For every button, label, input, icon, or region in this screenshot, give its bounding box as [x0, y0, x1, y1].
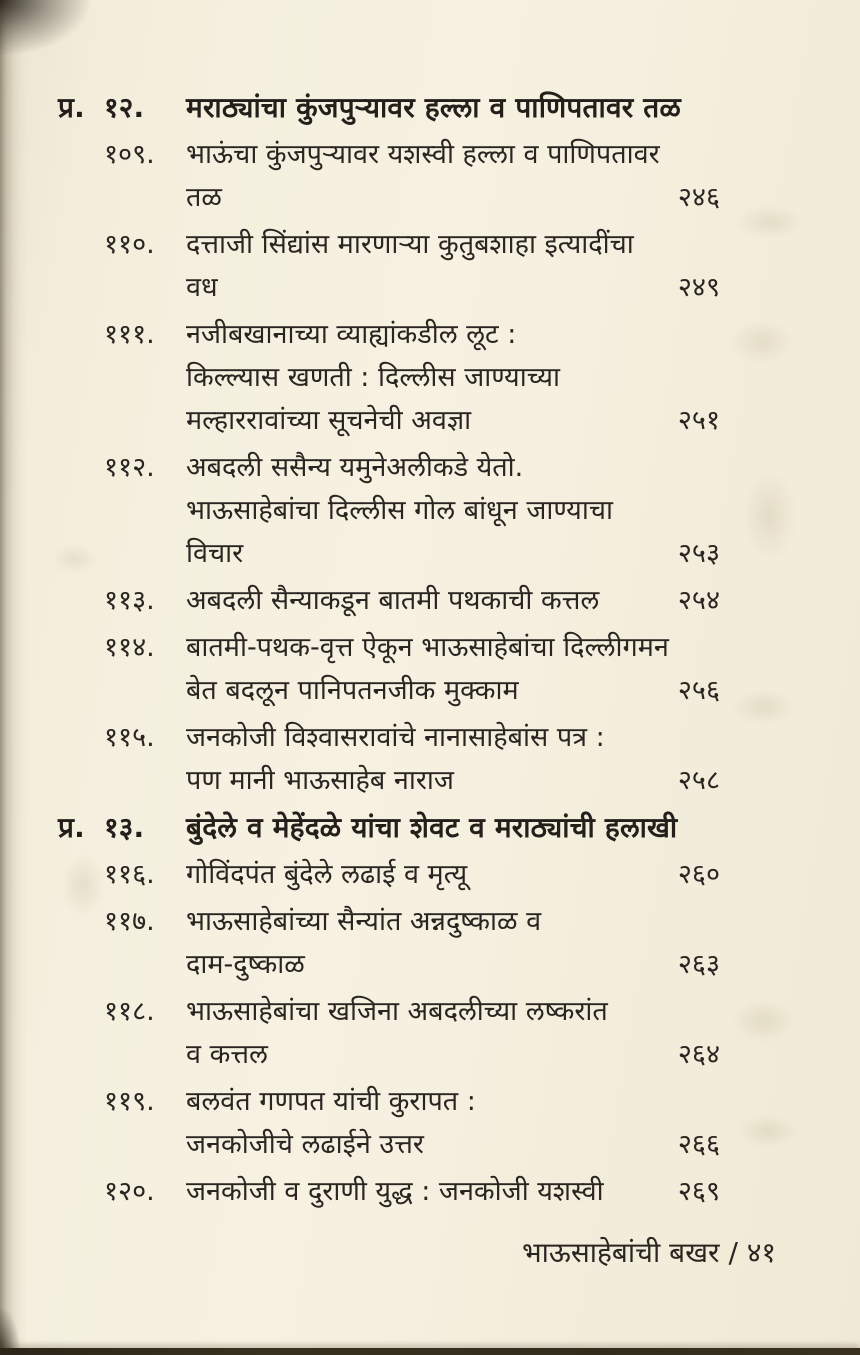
entry-text: भाऊंचा कुंजपुऱ्यावर यशस्वी हल्ला व पाणिपतावर	[186, 139, 660, 170]
entry-text: भाऊसाहेबांचा खजिना अबदलीच्या लष्करांत	[186, 996, 608, 1027]
entry-text: बेत बदलून पानिपतनजीक मुक्काम	[186, 675, 519, 706]
entry-text: तळ	[186, 182, 222, 213]
toc-entry-line	[58, 626, 720, 669]
entry-page-number: २६६	[677, 1129, 720, 1160]
entry-text: जनकोजीचे लढाईने उत्तर	[186, 1129, 424, 1160]
entry-text: जनकोजी व दुराणी युद्ध : जनकोजी यशस्वी	[186, 1176, 604, 1207]
entry-number: ११९.	[104, 1086, 155, 1117]
entry-text: बातमी-पथक-वृत्त ऐकून भाऊसाहेबांचा दिल्लीगमन	[186, 632, 669, 663]
entry-text: भाऊसाहेबांच्या सैन्यांत अन्नदुष्काळ व	[186, 906, 542, 937]
bleedthrough-mark	[735, 205, 805, 239]
footer-book-title: भाऊसाहेबांची बखर	[521, 1236, 720, 1269]
toc-entry-120	[58, 1170, 720, 1213]
toc-entry-line	[58, 900, 720, 943]
chapter-section-12	[58, 86, 720, 802]
toc-entry-115	[58, 716, 720, 802]
scan-bottom-edge	[0, 1348, 860, 1355]
entry-text: पण मानी भाऊसाहेब नाराज	[186, 765, 454, 796]
footer-separator: /	[728, 1236, 738, 1269]
entry-number: ११४.	[104, 632, 155, 663]
entry-text: भाऊसाहेबांचा दिल्लीस गोल बांधून जाण्याचा	[186, 495, 613, 526]
toc-entry-line	[58, 1080, 720, 1123]
toc-entry-118	[58, 990, 720, 1076]
entry-text: मल्हाररावांच्या सूचनेची अवज्ञा	[186, 405, 472, 436]
toc-entry-line	[58, 716, 720, 759]
scan-dark-corner-bottom-left	[0, 1309, 20, 1355]
entry-page-number: २४९	[677, 272, 720, 303]
toc-entry-line	[58, 990, 720, 1033]
entry-text: दाम-दुष्काळ	[186, 949, 305, 980]
toc-entry-line	[58, 853, 720, 896]
toc-entry-110	[58, 223, 720, 309]
chapter-number: १२.	[104, 91, 145, 124]
chapter-number: १३.	[104, 811, 145, 844]
footer-page-number: ४१	[746, 1236, 776, 1269]
toc-entry-111	[58, 313, 720, 442]
chapter-section-13	[58, 806, 720, 1213]
entry-number: १०९.	[104, 139, 155, 170]
toc-entry-114	[58, 626, 720, 712]
bleedthrough-mark	[738, 1115, 798, 1147]
toc-entry-line	[58, 579, 720, 622]
entry-text: दत्ताजी सिंद्यांस मारणाऱ्या कुतुबशाहा इत्यादींचा	[186, 229, 634, 260]
entry-number: ११२.	[104, 452, 155, 483]
chapter-prefix: प्र.	[58, 91, 85, 124]
toc-entry-line	[58, 489, 720, 532]
toc-entry-line	[58, 759, 720, 802]
toc-entry-line	[58, 356, 720, 399]
entry-text: जनकोजी विश्वासरावांचे नानासाहेबांस पत्र :	[186, 722, 605, 753]
bleedthrough-mark	[730, 320, 794, 364]
entry-number: ११०.	[104, 229, 155, 260]
toc-entry-line	[58, 399, 720, 442]
entry-number: १२०.	[104, 1176, 155, 1207]
entry-text: अबदली ससैन्य यमुनेअलीकडे येतो.	[186, 452, 524, 483]
bleedthrough-mark	[742, 470, 796, 560]
entry-page-number: २६३	[677, 949, 720, 980]
entry-page-number: २५३	[677, 538, 720, 569]
entry-page-number: २५१	[677, 405, 720, 436]
toc-entry-line	[58, 669, 720, 712]
toc-entry-line	[58, 1170, 720, 1213]
entry-page-number: २६४	[677, 1039, 720, 1070]
entry-text: किल्ल्यास खणती : दिल्लीस जाण्याच्या	[186, 362, 561, 393]
entry-number: १११.	[104, 319, 155, 350]
entry-page-number: २४६	[677, 182, 720, 213]
entry-text: गोविंदपंत बुंदेले लढाई व मृत्यू	[186, 859, 468, 890]
toc-entry-109	[58, 133, 720, 219]
toc-entry-116	[58, 853, 720, 896]
toc-entry-line	[58, 133, 720, 176]
toc-entry-line	[58, 1033, 720, 1076]
entry-text: अबदली सैन्याकडून बातमी पथकाची कत्तल	[186, 585, 600, 616]
chapter-title: बुंदेले व मेहेंदळे यांचा शेवट व मराठ्यांची हलाखी	[186, 811, 678, 844]
entry-text: बलवंत गणपत यांची कुरापत :	[186, 1086, 476, 1117]
page-footer	[58, 1231, 776, 1275]
chapter-heading	[58, 806, 720, 849]
entry-number: ११६.	[104, 859, 155, 890]
toc-entry-line	[58, 223, 720, 266]
entry-page-number: २५८	[677, 765, 720, 796]
entry-number: ११८.	[104, 996, 155, 1027]
bleedthrough-mark	[733, 1000, 795, 1042]
toc-entry-line	[58, 943, 720, 986]
entry-text: नजीबखानाच्या व्याह्यांकडील लूट :	[186, 319, 517, 350]
toc-entry-line	[58, 313, 720, 356]
toc-entry-119	[58, 1080, 720, 1166]
toc-entry-line	[58, 1123, 720, 1166]
entry-page-number: २६०	[677, 859, 720, 890]
entry-page-number: २६९	[677, 1176, 720, 1207]
chapter-prefix: प्र.	[58, 811, 85, 844]
toc-entry-line	[58, 176, 720, 219]
chapter-title: मराठ्यांचा कुंजपुऱ्यावर हल्ला व पाणिपतावर तळ	[186, 91, 681, 124]
entry-number: ११३.	[104, 585, 155, 616]
entry-text: विचार	[186, 538, 244, 569]
entry-page-number: २५४	[677, 585, 720, 616]
entry-page-number: २५६	[677, 675, 720, 706]
bleedthrough-mark	[732, 690, 794, 724]
entry-number: ११७.	[104, 906, 155, 937]
entry-number: ११५.	[104, 722, 155, 753]
toc-entry-line	[58, 266, 720, 309]
toc-entry-113	[58, 579, 720, 622]
entry-text: वध	[186, 272, 218, 303]
entry-text: व कत्तल	[186, 1039, 268, 1070]
toc-entry-line	[58, 532, 720, 575]
toc-entry-line	[58, 446, 720, 489]
chapter-heading	[58, 86, 720, 129]
toc-entry-117	[58, 900, 720, 986]
toc-entry-112	[58, 446, 720, 575]
